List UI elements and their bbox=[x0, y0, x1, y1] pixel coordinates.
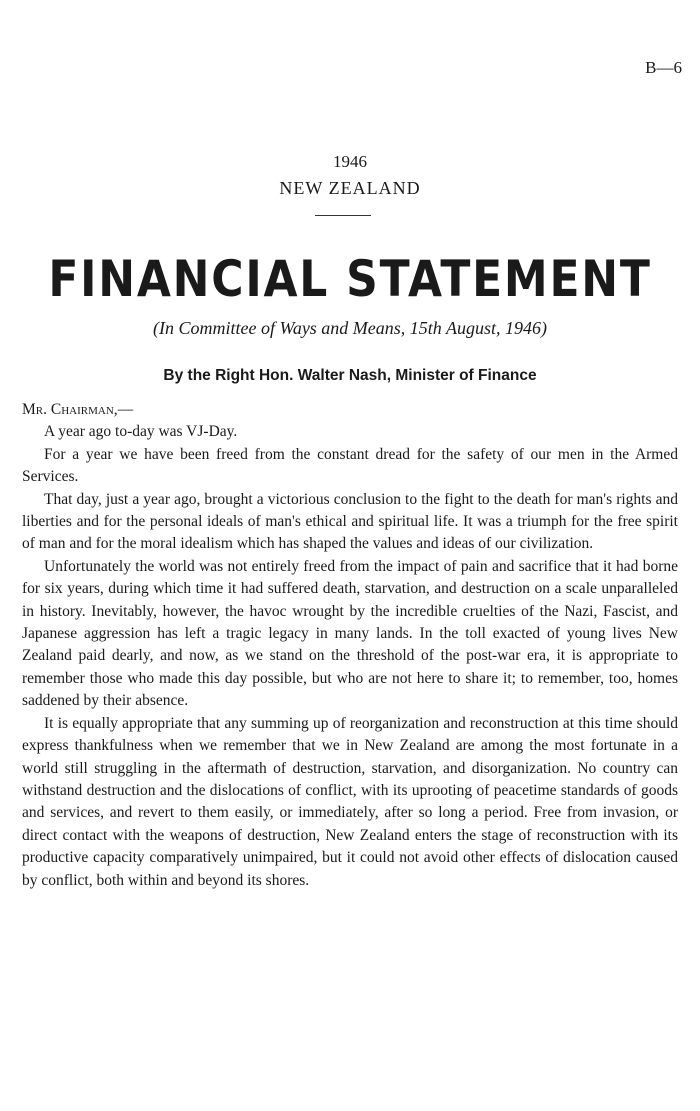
paragraph: Unfortunately the world was not entirely freed from the impact of pain and sacrifice that it had borne for six years, during which time it had suffered death, starvation, and destruction on a scale unparalleled in history. Inevitably, however, the havoc wrought by the incredible cruelties of the Nazi, Fascist, and Japanese aggression has left a tragic legacy in many lands. In the toll exacted of young lives New Zealand paid dearly, and now, as we stand on the threshold of the post-war era, it is appropriate to remember those who made this day possible, but who are not here to share it; to remember, too, homes saddened by their absence. bbox=[22, 557, 678, 710]
paragraph: For a year we have been freed from the constant dread for the safety of our men in the Armed Services. bbox=[22, 445, 678, 486]
author-byline: By the Right Hon. Walter Nash, Minister of Finance bbox=[163, 367, 537, 384]
page-reference: B—6 bbox=[645, 58, 682, 77]
salutation: Mr. Chairman,— bbox=[22, 401, 134, 418]
paragraph: That day, just a year ago, brought a victorious conclusion to the fight to the death for man's rights and liberties and for the personal ideals of man's ethical and spiritual life. It was a triumph for the free spirit of man and for the moral idealism which has shaped the values and ideas of our civilization. bbox=[22, 490, 678, 553]
paragraph: It is equally appropriate that any summing up of reorganization and reconstruction at this time should express thankfulness when we remember that we in New Zealand are among the most fortunate in a world still struggling in the aftermath of destruction, starvation, and disorganization. No country can withstand destruction and the dislocations of conflict, with its uprooting of peacetime standards of goods and services, and revert to them easily, or immediately, after so long a period. Free from invasion, or direct contact with the weapons of destruction, New Zealand enters the stage of reconstruction with its productive capacity comparatively unimpaired, but it could not avoid other effects of dislocation caused by conflict, both within and beyond its shores. bbox=[22, 714, 678, 889]
document-subtitle: (In Committee of Ways and Means, 15th August, 1946) bbox=[153, 318, 547, 338]
statement-body bbox=[22, 399, 678, 892]
paragraph: A year ago to-day was VJ-Day. bbox=[44, 423, 238, 441]
document-title: FINANCIAL STATEMENT bbox=[48, 250, 652, 308]
country-heading: NEW ZEALAND bbox=[279, 178, 421, 198]
divider-rule bbox=[315, 215, 371, 216]
document-year: 1946 bbox=[333, 152, 367, 171]
